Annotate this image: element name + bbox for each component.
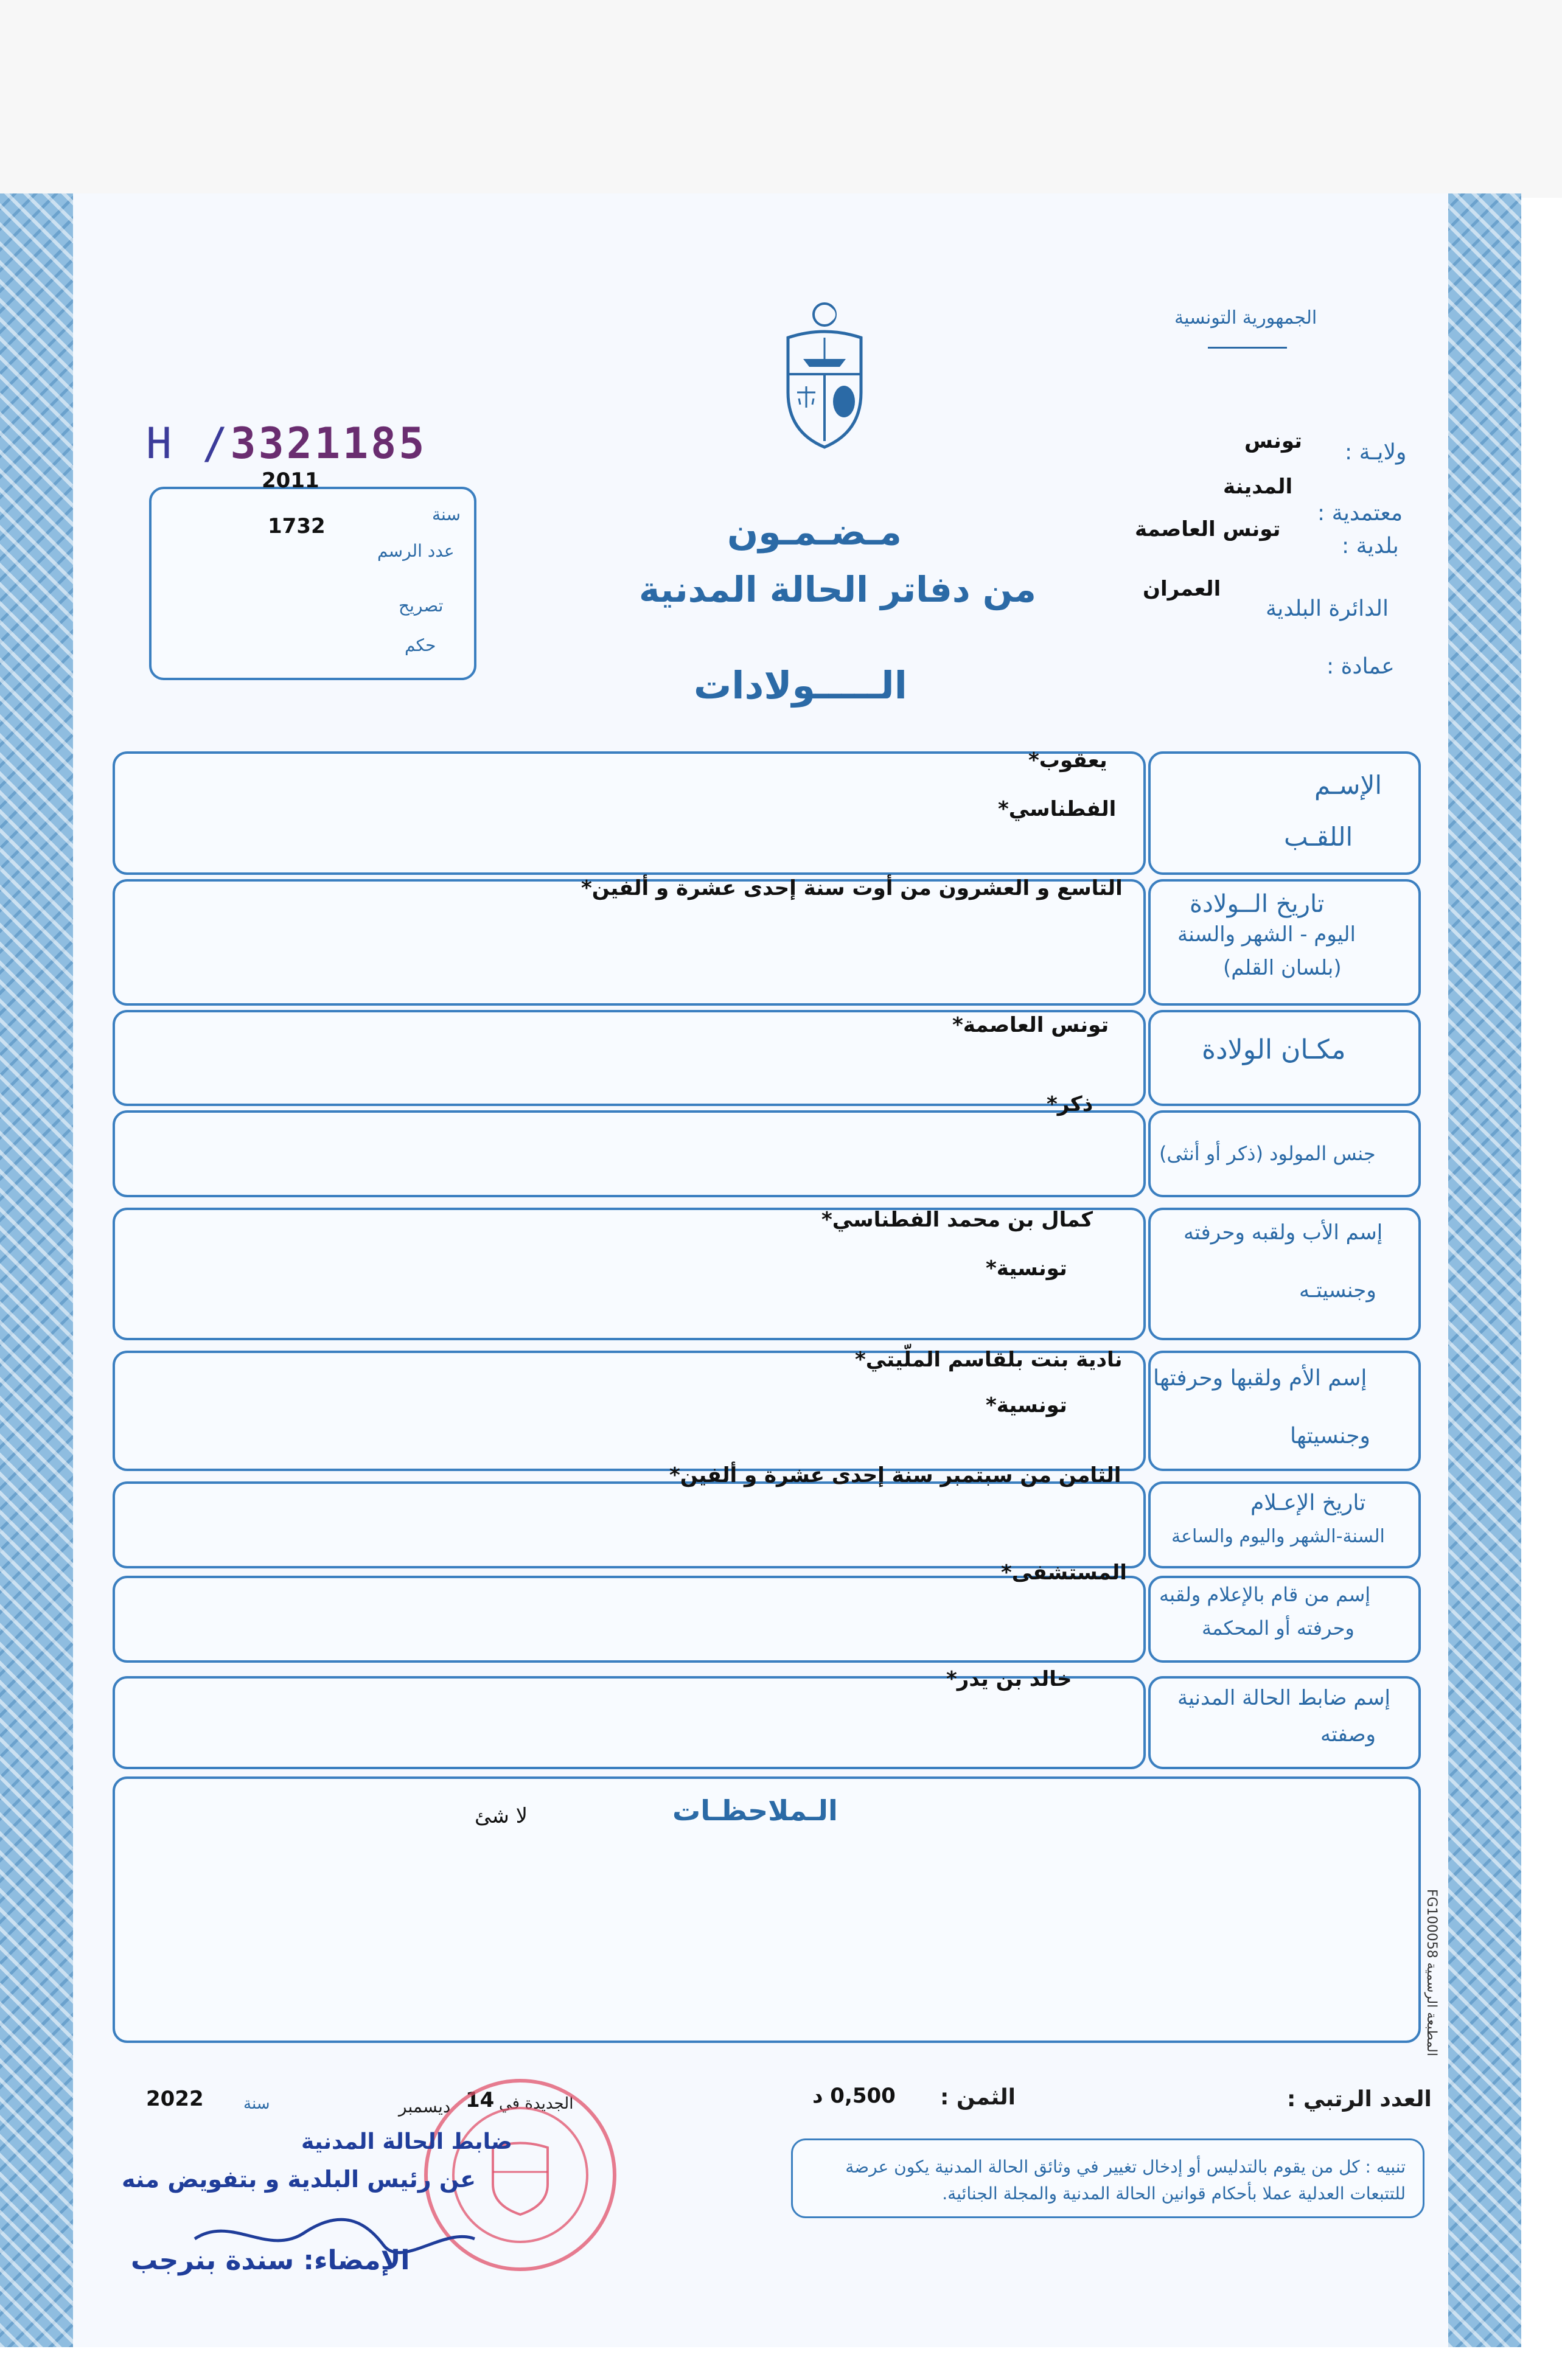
- daira-value: العمران: [1143, 577, 1221, 601]
- date-month: ديسمبر: [399, 2096, 451, 2117]
- label-declaration-format: السنة-الشهر واليوم والساعة: [1171, 1526, 1385, 1547]
- baladia-label: بلدية :: [1342, 534, 1399, 558]
- side-print-code: المطبعة الرسمية FG100058: [1424, 1889, 1439, 2056]
- registry-year-value: 2011: [262, 468, 319, 493]
- judgment-label: حكم: [405, 635, 436, 655]
- mootamadia-value: المدينة: [1223, 475, 1293, 499]
- tunisia-coat-of-arms-icon: [776, 301, 873, 453]
- label-father-nationality: وجنسيتـه: [1299, 1278, 1376, 1303]
- serial-prefix: H /: [146, 419, 231, 468]
- declaration-label: تصريح: [399, 596, 444, 616]
- label-father: إسم الأب ولقبه وحرفته: [1184, 1220, 1383, 1245]
- scan-background: [0, 0, 1562, 198]
- value-first-name: يعقوب*: [1028, 748, 1107, 773]
- footer-year-label: سنة: [243, 2095, 270, 2113]
- label-birthdate-words: (بلسان القلم): [1223, 956, 1342, 980]
- country-underline: [1208, 347, 1287, 349]
- right-guilloche-border: [1448, 193, 1521, 2347]
- price-label: الثمن :: [940, 2085, 1016, 2110]
- title-line-2: من دفاتر الحالة المدنية: [639, 569, 1036, 610]
- left-guilloche-border: [0, 193, 73, 2347]
- label-first-name: الإسـم: [1314, 770, 1382, 800]
- value-declarant: المستشفى*: [1001, 1561, 1127, 1585]
- notice-text: تنبيه : كل من يقوم بالتدليس أو إدخال تغيير في وثائق الحالة المدنية يكون عرضة للتتبعات العدلية عملا بأحكام قوانين الحالة المدنية والمجلة الجنائية.: [845, 2157, 1406, 2204]
- value-last-name: الفطناسي*: [998, 797, 1117, 821]
- serial-number: 3321185: [230, 419, 427, 468]
- value-mother-nationality: تونسية*: [986, 1393, 1067, 1418]
- label-officer: إسم ضابط الحالة المدنية: [1177, 1686, 1390, 1710]
- value-mother: نادية بنت بلقاسم الملّيتي*: [855, 1348, 1123, 1372]
- wilaya-value: تونس: [1244, 429, 1302, 453]
- value-father-nationality: تونسية*: [986, 1256, 1067, 1281]
- title-line-1: مـضـمـون: [727, 511, 902, 554]
- field-value-box-declarant: [113, 1576, 1146, 1663]
- serial-label: العدد الرتبي :: [1287, 2087, 1432, 2112]
- value-declaration-date: الثامن من سبتمبر سنة إحدى عشرة و ألفين*: [669, 1463, 1121, 1488]
- officer-title: ضابط الحالة المدنية: [301, 2129, 512, 2154]
- mootamadia-label: معتمدية :: [1317, 501, 1403, 526]
- country-name: الجمهورية التونسية: [1174, 307, 1317, 329]
- date-prefix: الجديدة في: [499, 2095, 574, 2113]
- value-birthplace: تونس العاصمة*: [952, 1013, 1109, 1037]
- label-declarant-court: وحرفته أو المحكمة: [1202, 1616, 1355, 1640]
- baladia-value: تونس العاصمة: [1135, 517, 1281, 541]
- label-officer-capacity: وصفته: [1320, 1722, 1376, 1747]
- field-value-box-sex: [113, 1110, 1146, 1197]
- label-declaration-date: تاريخ الإعـلام: [1250, 1491, 1366, 1515]
- label-last-name: اللقـب: [1284, 822, 1353, 852]
- date-day: 14: [465, 2088, 495, 2112]
- label-mother-nationality: وجنسيتها: [1290, 1424, 1370, 1449]
- footer-year-value: 2022: [146, 2087, 204, 2111]
- value-sex: ذكر*: [1047, 1092, 1093, 1116]
- delegation-text: عن رئيس البلدية و بتفويض منه: [122, 2166, 476, 2193]
- value-birthdate: التاسع و العشرون من أوت سنة إحدى عشرة و ألفين*: [581, 876, 1123, 900]
- field-value-box-declaration-date: [113, 1481, 1146, 1568]
- wilaya-label: ولايـة :: [1345, 440, 1407, 465]
- label-birthdate-format: اليوم - الشهر والسنة: [1177, 922, 1356, 947]
- remarks-label: الـملاحظـات: [672, 1794, 838, 1827]
- label-declarant: إسم من قام بالإعلام ولقبه: [1159, 1583, 1371, 1606]
- label-birthdate: تاريخ الــولادة: [1190, 890, 1325, 918]
- imada-label: عمادة :: [1327, 654, 1395, 679]
- price-value: 0,500 د: [812, 2084, 896, 2108]
- registry-number-label: عدد الرسم: [377, 541, 455, 561]
- registry-number-value: 1732: [268, 514, 326, 538]
- section-title: الـــــولادات: [694, 663, 907, 708]
- field-value-box-name: [113, 751, 1146, 875]
- signature-text: الإمضاء: سندة بنرجب: [131, 2245, 410, 2276]
- label-sex: جنس المولود (ذكر أو أنثى): [1159, 1142, 1376, 1165]
- daira-label: الدائرة البلدية: [1266, 596, 1389, 621]
- value-father: كمال بن محمد الفطناسي*: [821, 1208, 1093, 1232]
- label-birthplace: مكـان الولادة: [1202, 1034, 1346, 1065]
- value-officer: خالد بن يدر*: [946, 1667, 1072, 1691]
- serial-stamp: [146, 419, 427, 468]
- remarks-value: لا شئ: [475, 1804, 528, 1828]
- label-mother: إسم الأم ولقبها وحرفتها: [1153, 1366, 1367, 1391]
- registry-year-label: سنة: [432, 504, 461, 524]
